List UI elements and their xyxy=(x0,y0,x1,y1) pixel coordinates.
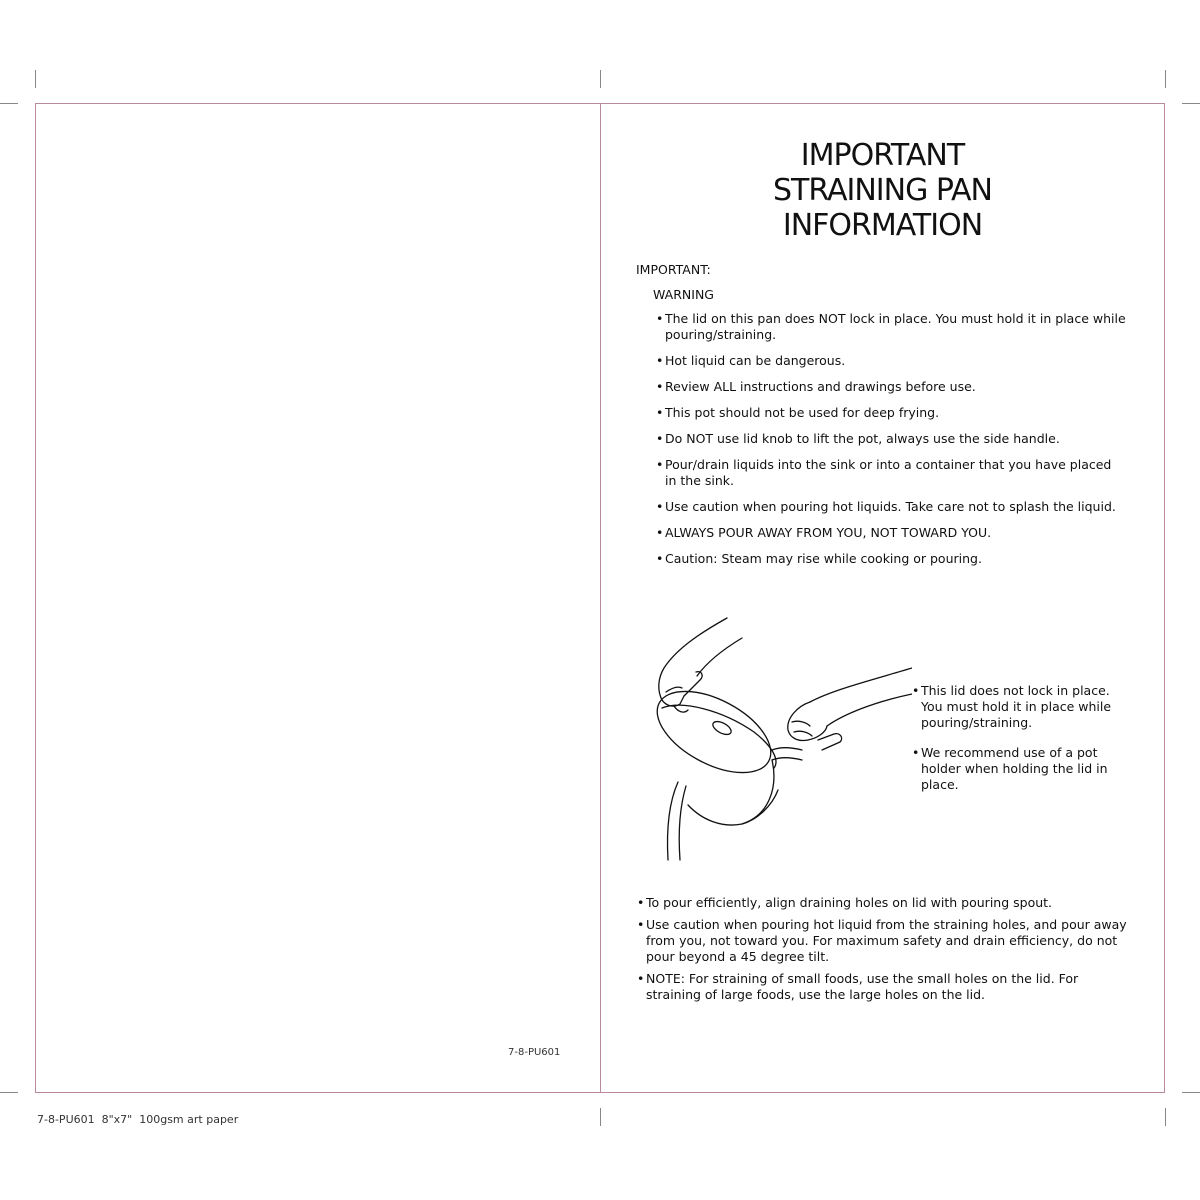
page-code: 7-8-PU601 xyxy=(508,1047,561,1058)
list-item: • We recommend use of a pot holder when holding the lid in place. xyxy=(912,745,1132,793)
pouring-illustration xyxy=(622,610,912,870)
important-label: IMPORTANT: xyxy=(636,262,711,277)
crop-mark xyxy=(0,103,18,104)
crop-mark xyxy=(35,70,36,88)
usage-list xyxy=(637,895,1137,1009)
crop-mark xyxy=(1165,70,1166,88)
warning-label: WARNING xyxy=(653,287,714,302)
title-line: IMPORTANT xyxy=(800,138,965,173)
crop-mark xyxy=(1182,1092,1200,1093)
illustration-notes xyxy=(912,683,1132,807)
list-item: • Use caution when pouring hot liquids. Take care not to splash the liquid. xyxy=(656,499,1126,515)
crop-mark xyxy=(600,1108,601,1126)
list-item: • Use caution when pouring hot liquid from the straining holes, and pour away from you, not toward you. For maximum safety and drain efficiency, do not pour beyond a 45 degree tilt. xyxy=(637,917,1137,965)
list-item: • ALWAYS POUR AWAY FROM YOU, NOT TOWARD YOU. xyxy=(656,525,1126,541)
list-item: • Do NOT use lid knob to lift the pot, always use the side handle. xyxy=(656,431,1126,447)
list-item: • Pour/drain liquids into the sink or into a container that you have placed in the sink. xyxy=(656,457,1126,489)
crop-mark xyxy=(0,1092,18,1093)
list-item: • This pot should not be used for deep frying. xyxy=(656,405,1126,421)
title-line: INFORMATION xyxy=(782,208,983,243)
page-title xyxy=(600,138,1165,243)
warning-list xyxy=(656,311,1126,577)
left-page xyxy=(35,103,601,1093)
crop-mark xyxy=(1182,103,1200,104)
list-item: • To pour efficiently, align draining holes on lid with pouring spout. xyxy=(637,895,1137,911)
print-slug: 7-8-PU601 8"x7" 100gsm art paper xyxy=(37,1113,239,1126)
list-item: • NOTE: For straining of small foods, use the small holes on the lid. For straining of large foods, use the large holes on the lid. xyxy=(637,971,1137,1003)
list-item: • Caution: Steam may rise while cooking or pouring. xyxy=(656,551,1126,567)
list-item: • This lid does not lock in place. You must hold it in place while pouring/straining. xyxy=(912,683,1132,731)
list-item: • Hot liquid can be dangerous. xyxy=(656,353,1126,369)
list-item: • Review ALL instructions and drawings before use. xyxy=(656,379,1126,395)
title-line: STRAINING PAN xyxy=(772,173,993,208)
crop-mark xyxy=(1165,1108,1166,1126)
crop-mark xyxy=(600,70,601,88)
list-item: • The lid on this pan does NOT lock in place. You must hold it in place while pouring/straining. xyxy=(656,311,1126,343)
